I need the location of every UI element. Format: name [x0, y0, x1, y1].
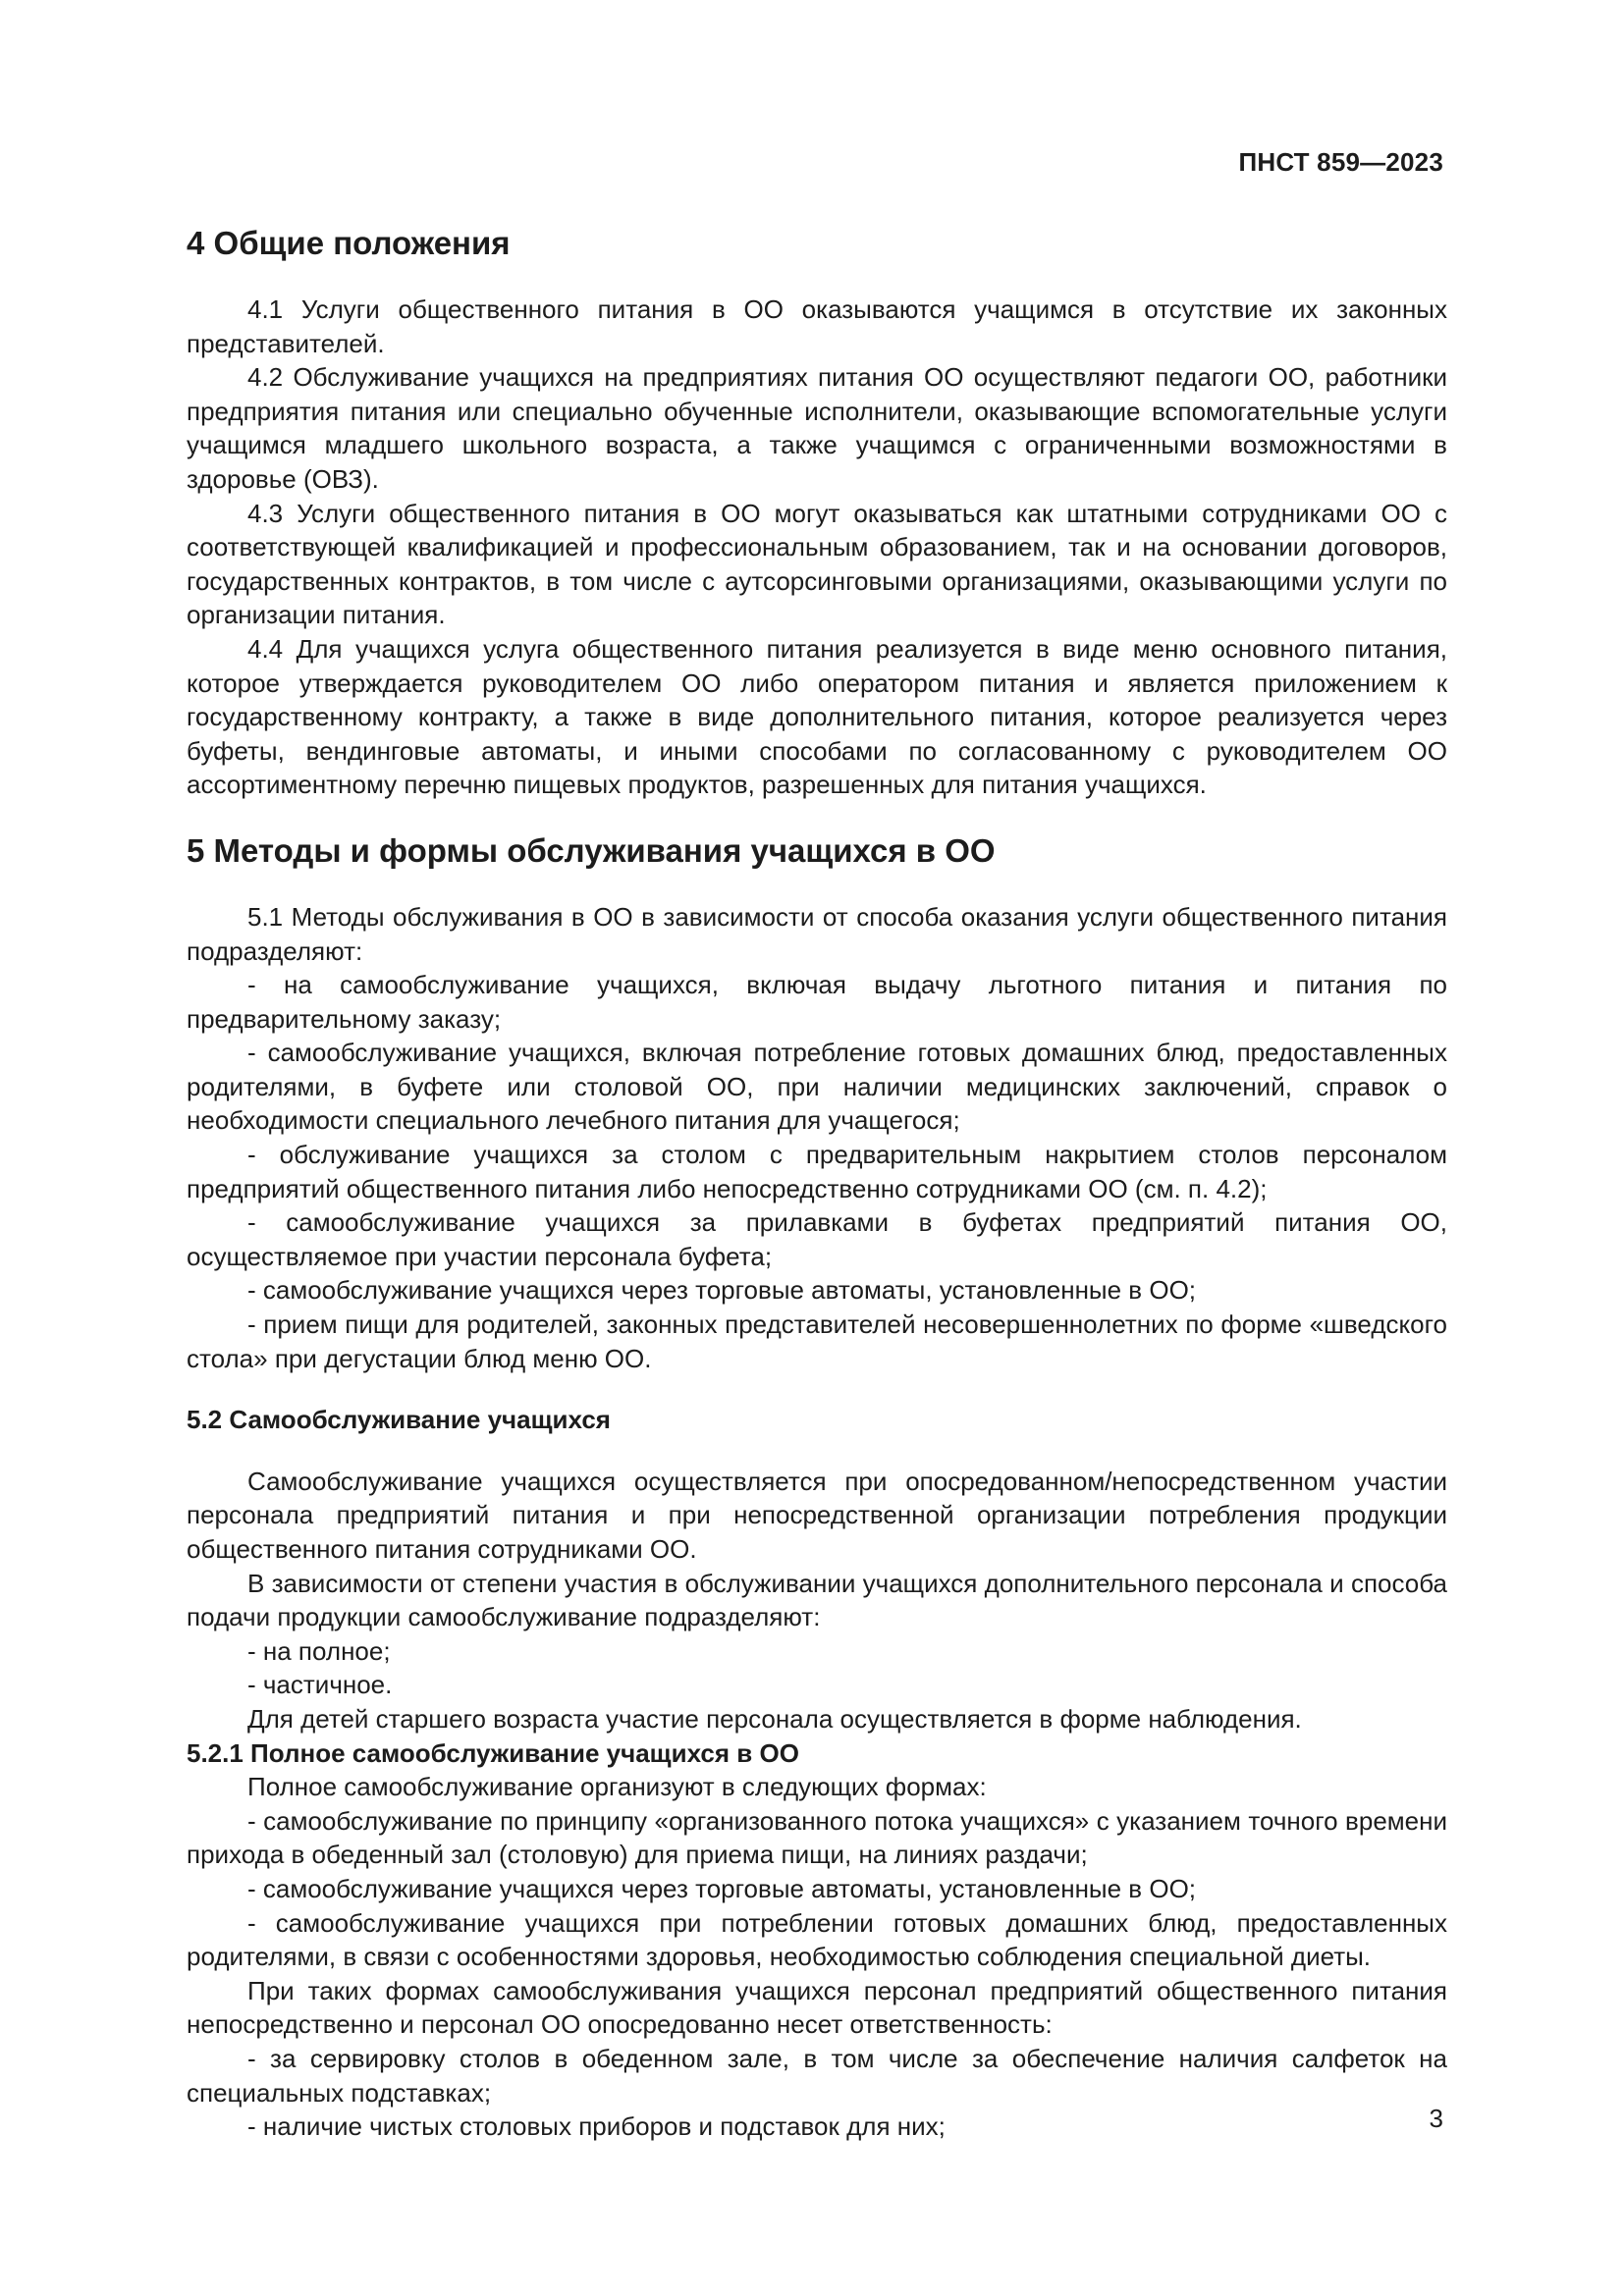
paragraph: 4.3 Услуги общественного питания в ОО могут оказываться как штатными сотрудниками ОО с соответствующей квалификацией и профессиональным образованием, так и на основании договоров, государственных контрактов, в том числе с аутсорсинговыми организациями, оказывающими услуги по организации питания.: [187, 498, 1447, 630]
section-5-2-title: 5.2 Самообслуживание учащихся: [187, 1405, 611, 1435]
paragraph: Полное самообслуживание организуют в следующих формах:: [247, 1772, 987, 1802]
page-content: [187, 222, 1447, 2144]
paragraph: 4.4 Для учащихся услуга общественного питания реализуется в виде меню основного питания, которое утверждается руководителем ОО либо оператором питания и является приложением к государственному контракту, а также в виде дополнительного питания, которое реализуется через буфеты, вендинговые автоматы, и иными способами по согласованному с руководителем ОО ассортиментному перечню пищевых продуктов, разрешенных для питания учащихся.: [187, 633, 1447, 800]
list-item: - самообслуживание по принципу «организованного потока учащихся» с указанием точного времени прихода в обеденный зал (столовую) для приема пищи, на линиях раздачи;: [187, 1805, 1447, 1870]
paragraph: 5.1 Методы обслуживания в ОО в зависимости от способа оказания услуги общественного питания подразделяют:: [187, 901, 1447, 966]
paragraph: В зависимости от степени участия в обслуживании учащихся дополнительного персонала и способа подачи продукции самообслуживание подразделяют:: [187, 1568, 1447, 1632]
paragraph: 4.1 Услуги общественного питания в ОО оказываются учащимся в отсутствие их законных представителей.: [187, 294, 1447, 358]
section-5-body: [187, 900, 1447, 1375]
section-5-title: 5 Методы и формы обслуживания учащихся в ОО: [187, 831, 996, 869]
list-item: - прием пищи для родителей, законных представителей несовершеннолетних по форме «шведского стола» при дегустации блюд меню ОО.: [187, 1309, 1447, 1373]
list-item: - за сервировку столов в обеденном зале, в том числе за обеспечение наличия салфеток на специальных подставках;: [187, 2043, 1447, 2108]
section-5-2-1-title: 5.2.1 Полное самообслуживание учащихся в ОО: [187, 1737, 799, 1768]
list-item: - на самообслуживание учащихся, включая выдачу льготного питания и питания по предварительному заказу;: [187, 970, 1447, 1034]
document-code: ПНСТ 859—2023: [1238, 147, 1443, 177]
paragraph: Самообслуживание учащихся осуществляется при опосредованном/непосредственном участии персонала предприятий питания и при непосредственной организации потребления продукции общественного питания сотрудниками ОО.: [187, 1466, 1447, 1564]
list-item: - самообслуживание учащихся при потреблении готовых домашних блюд, предоставленных родителями, в связи с особенностями здоровья, необходимостью соблюдения специальной диеты.: [187, 1907, 1447, 1972]
list-item: - частичное.: [247, 1670, 393, 1700]
section-4-title: 4 Общие положения: [187, 225, 511, 261]
section-5-2-1-body: [187, 1770, 1447, 2144]
paragraph: Для детей старшего возраста участие персонала осуществляется в форме наблюдения.: [247, 1703, 1302, 1734]
list-item: - самообслуживание учащихся за прилавками в буфетах предприятий питания ОО, осуществляемое при участии персонала буфета;: [187, 1207, 1447, 1271]
paragraph: При таких формах самообслуживания учащихся персонал предприятий общественного питания непосредственно и персонал ОО опосредованно несет ответственность:: [187, 1975, 1447, 2040]
list-item: - самообслуживание учащихся через торговые автоматы, установленные в ОО;: [247, 1873, 1197, 1903]
list-item: - самообслуживание учащихся через торговые автоматы, установленные в ОО;: [247, 1275, 1197, 1306]
section-5-2-body: [187, 1465, 1447, 1736]
section-4-body: [187, 293, 1447, 802]
list-item: - обслуживание учащихся за столом с предварительным накрытием столов персоналом предприятий общественного питания либо непосредственно сотрудниками ОО (см. п. 4.2);: [187, 1140, 1447, 1203]
list-item: - на полное;: [247, 1635, 391, 1666]
list-item: - самообслуживание учащихся, включая потребление готовых домашних блюд, предоставленных родителями, в буфете или столовой ОО, при наличии медицинских заключений, справок о необходимости специального лечебного питания для учащегося;: [187, 1038, 1447, 1136]
page-number: 3: [1429, 2104, 1443, 2133]
list-item: - наличие чистых столовых приборов и подставок для них;: [247, 2111, 946, 2142]
paragraph: 4.2 Обслуживание учащихся на предприятиях питания ОО осуществляют педагоги ОО, работники предприятия питания или специально обученные исполнители, оказывающие вспомогательные услуги учащимся младшего школьного возраста, а также учащимся с ограниченными возможностями в здоровье (ОВЗ).: [187, 362, 1447, 494]
